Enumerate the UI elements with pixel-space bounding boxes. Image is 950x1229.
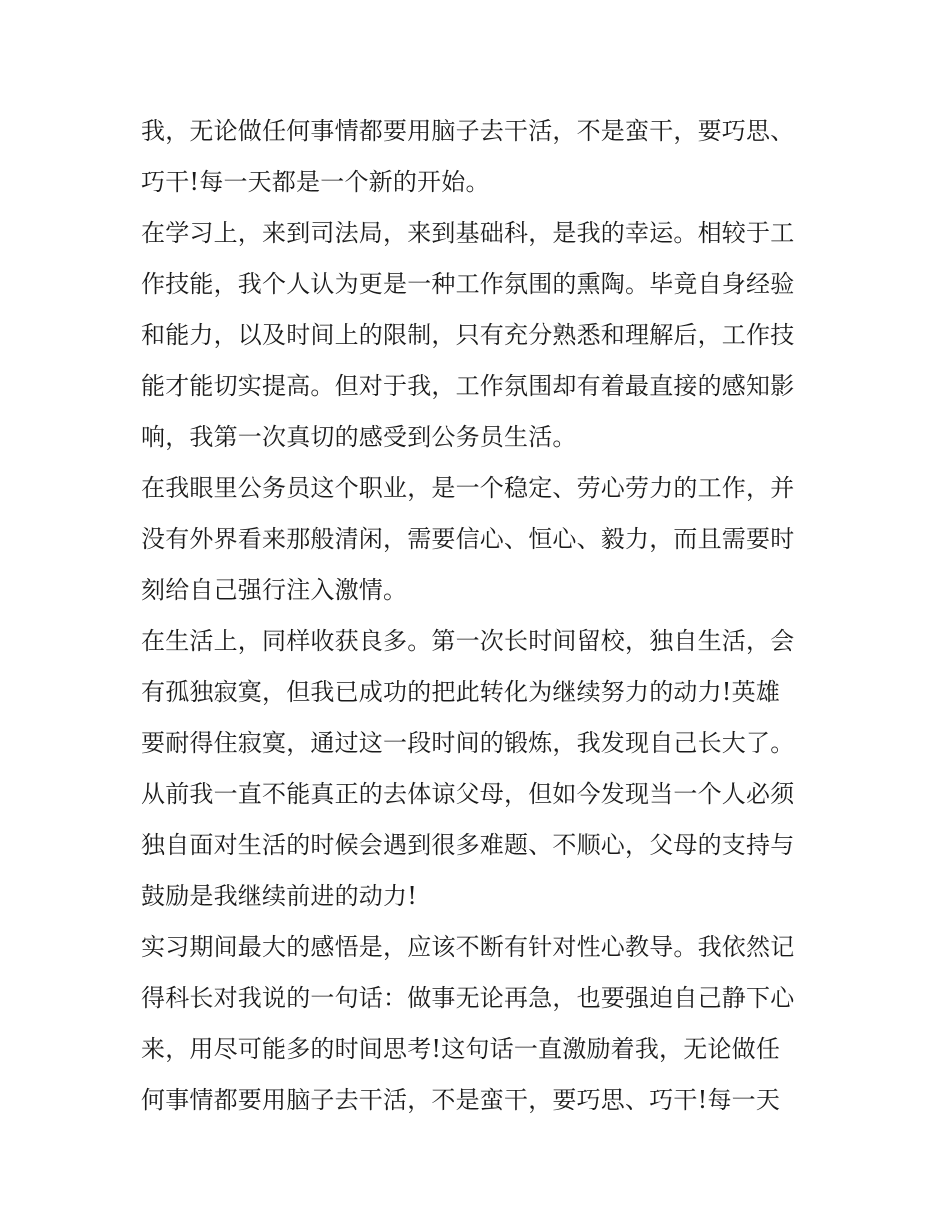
text-line: 得科长对我说的一句话：做事无论再急，也要强迫自己静下心 — [141, 984, 795, 1012]
text-line: 来，用尽可能多的时间思考!这句话一直激励着我，无论做任 — [141, 1035, 781, 1063]
text-line: 有孤独寂寞，但我已成功的把此转化为继续努力的动力!英雄 — [141, 678, 781, 706]
text-line: 在学习上，来到司法局，来到基础科，是我的幸运。相较于工 — [141, 219, 795, 247]
text-line: 独自面对生活的时候会遇到很多难题、不顺心，父母的支持与 — [141, 831, 795, 859]
text-line: 何事情都要用脑子去干活，不是蛮干，要巧思、巧干!每一天 — [141, 1086, 781, 1114]
text-line: 能才能切实提高。但对于我，工作氛围却有着最直接的感知影 — [141, 372, 795, 400]
text-line: 刻给自己强行注入激情。 — [141, 576, 408, 604]
text-line: 要耐得住寂寞，通过这一段时间的锻炼，我发现自己长大了。 — [141, 729, 795, 757]
text-line: 响，我第一次真切的感受到公务员生活。 — [141, 423, 577, 451]
document-body — [141, 106, 813, 1126]
text-line: 巧干!每一天都是一个新的开始。 — [141, 168, 490, 196]
text-line: 我，无论做任何事情都要用脑子去干活，不是蛮干，要巧思、 — [141, 117, 795, 145]
text-line: 在我眼里公务员这个职业，是一个稳定、劳心劳力的工作，并 — [141, 474, 795, 502]
text-line: 实习期间最大的感悟是，应该不断有针对性心教导。我依然记 — [141, 933, 795, 961]
text-line: 没有外界看来那般清闲，需要信心、恒心、毅力，而且需要时 — [141, 525, 795, 553]
text-line: 从前我一直不能真正的去体谅父母，但如今发现当一个人必须 — [141, 780, 795, 808]
text-line: 鼓励是我继续前进的动力! — [141, 882, 418, 910]
text-line: 作技能，我个人认为更是一种工作氛围的熏陶。毕竟自身经验 — [141, 270, 795, 298]
text-line: 在生活上，同样收获良多。第一次长时间留校，独自生活，会 — [141, 627, 795, 655]
text-line: 和能力，以及时间上的限制，只有充分熟悉和理解后，工作技 — [141, 321, 795, 349]
